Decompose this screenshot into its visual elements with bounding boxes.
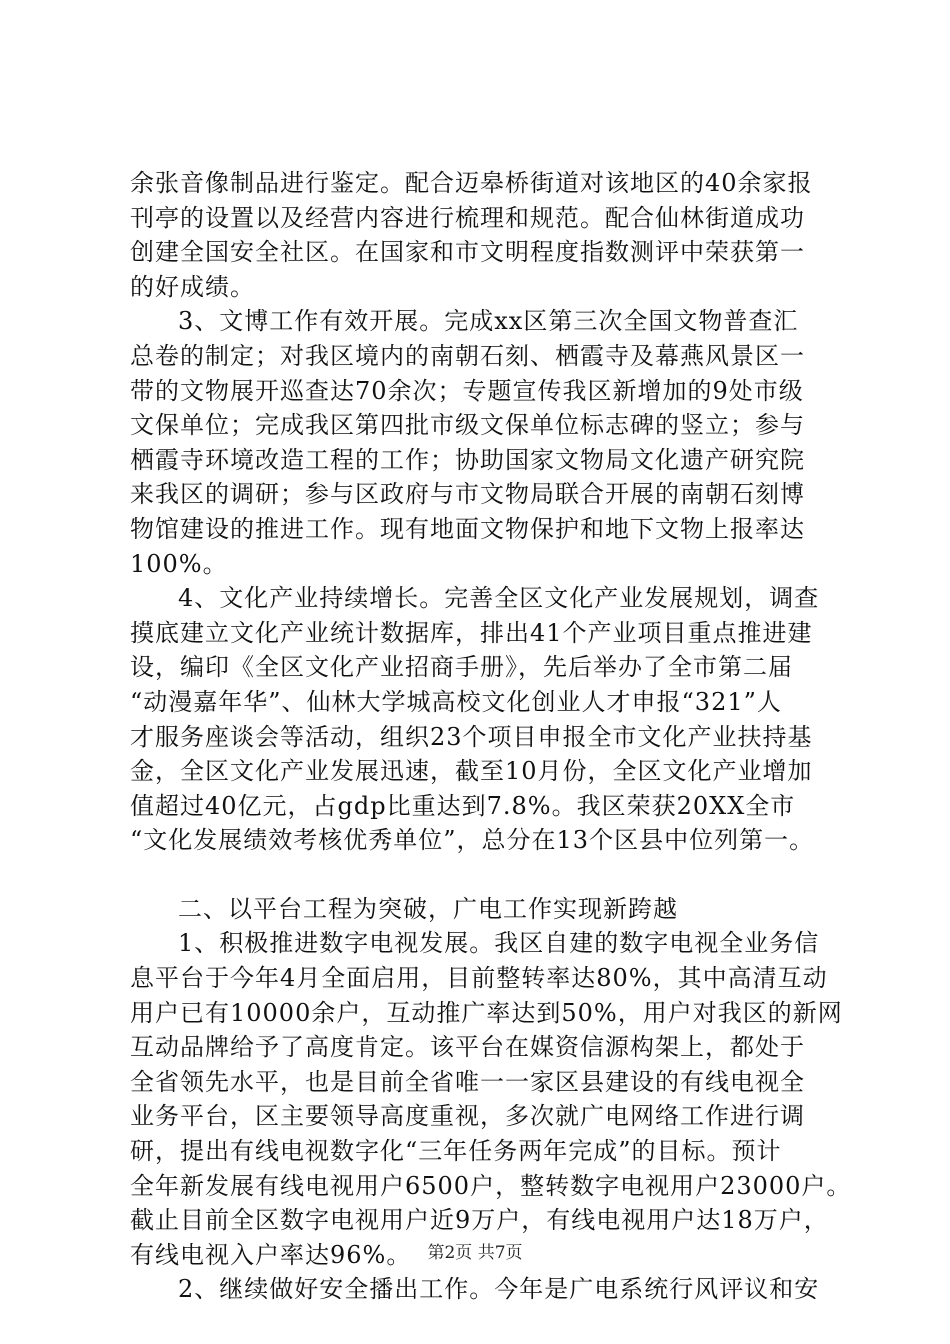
text-line: 截止目前全区数字电视用户近9万户，有线电视用户达18万户， (130, 1206, 829, 1235)
text-line: 研，提出有线电视数字化“三年任务两年完成”的目标。预计 (130, 1137, 782, 1166)
section-heading: 二、以平台工程为突破，广电工作实现新跨越 (178, 894, 678, 923)
text-line: 有线电视入户率达96%。 (130, 1240, 412, 1269)
text-line: 全年新发展有线电视用户6500户，整转数字电视用户23000户。 (130, 1171, 852, 1200)
text-line: 创建全国安全社区。在国家和市文明程度指数测评中荣获第一 (130, 238, 805, 267)
text-line: 全省领先水平，也是目前全省唯一一家区县建设的有线电视全 (130, 1067, 805, 1096)
text-line: 总卷的制定；对我区境内的南朝石刻、栖霞寺及幕燕风景区一 (130, 341, 805, 370)
text-line: 用户已有10000余户，互动推广率达到50%，用户对我区的新网 (130, 998, 843, 1027)
text-line: 值超过40亿元，占gdp比重达到7.8%。我区荣获20XX全市 (130, 791, 796, 820)
text-line: 来我区的调研；参与区政府与市文物局联合开展的南朝石刻博 (130, 480, 805, 509)
text-line: 摸底建立文化产业统计数据库，排出41个产业项目重点推进建 (130, 618, 813, 647)
text-line: 互动品牌给予了高度肯定。该平台在媒资信源构架上，都处于 (130, 1033, 805, 1062)
paragraph-first-line: 4、文化产业持续增长。完善全区文化产业发展规划，调查 (178, 584, 820, 613)
text-line: 息平台于今年4月全面启用，目前整转率达80%，其中高清互动 (130, 964, 828, 993)
text-line: 物馆建设的推进工作。现有地面文物保护和地下文物上报率达 (130, 514, 805, 543)
text-line: 业务平台，区主要领导高度重视，多次就广电网络工作进行调 (130, 1102, 805, 1131)
text-line: 文保单位；完成我区第四批市级文保单位标志碑的竖立；参与 (130, 411, 805, 440)
paragraph-first-line: 3、文博工作有效开展。完成xx区第三次全国文物普查汇 (178, 307, 799, 336)
document-body (130, 166, 852, 1307)
text-line: “动漫嘉年华”、仙林大学城高校文化创业人才申报“321”人 (130, 687, 782, 716)
text-line: 金，全区文化产业发展迅速，截至10月份，全区文化产业增加 (130, 757, 813, 786)
text-line: 栖霞寺环境改造工程的工作；协助国家文物局文化遗产研究院 (130, 445, 805, 474)
paragraph-first-line: 2、继续做好安全播出工作。今年是广电系统行风评议和安 (178, 1275, 820, 1304)
text-line: “文化发展绩效考核优秀单位”，总分在13个区县中位列第一。 (130, 826, 815, 855)
text-line: 带的文物展开巡查达70余次；专题宣传我区新增加的9处市级 (130, 376, 804, 405)
text-line: 刊亭的设置以及经营内容进行梳理和规范。配合仙林街道成功 (130, 203, 805, 232)
text-line: 余张音像制品进行鉴定。配合迈皋桥街道对该地区的40余家报 (130, 169, 813, 197)
page-footer: 第2页 共7页 (427, 1243, 523, 1263)
paragraph-first-line: 1、积极推进数字电视发展。我区自建的数字电视全业务信 (178, 929, 820, 958)
text-line: 才服务座谈会等活动，组织23个项目申报全市文化产业扶持基 (130, 722, 813, 751)
text-line: 100%。 (130, 549, 228, 578)
text-line: 设，编印《全区文化产业招商手册》，先后举办了全市第二届 (130, 653, 793, 682)
text-line: 的好成绩。 (130, 272, 255, 301)
section-spacer (130, 858, 830, 892)
